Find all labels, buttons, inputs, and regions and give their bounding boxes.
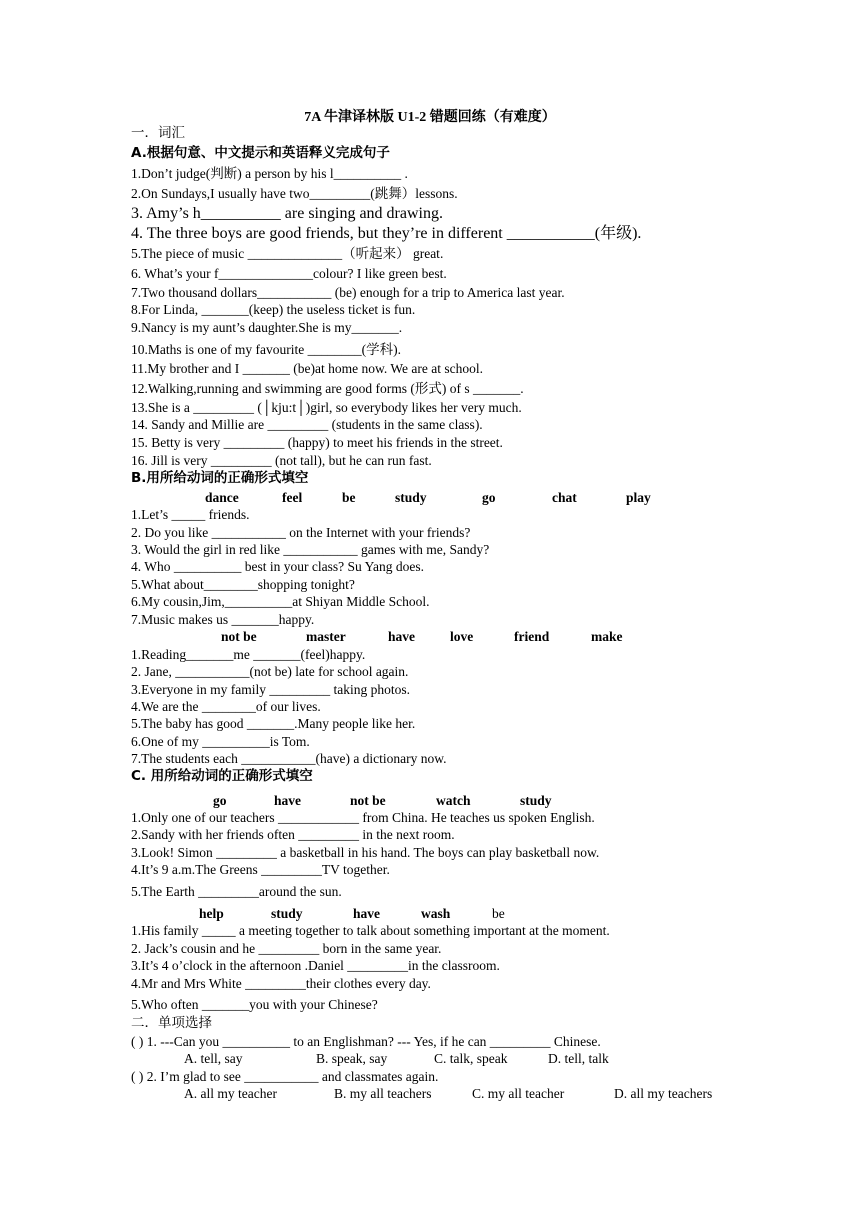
partC-item: 1.Only one of our teachers ____________ from China. He teaches us spoken English.: [131, 810, 595, 825]
partB-item: 2. Do you like ___________ on the Internet with your friends?: [131, 525, 471, 540]
partB-item: 5.What about________shopping tonight?: [131, 577, 355, 592]
word-bank-c2: [0, 906, 860, 922]
question-option: A. tell, say: [184, 1051, 243, 1066]
partA-item: 13.She is a _________ (│kju:t│)girl, so everybody likes her very much.: [131, 400, 522, 415]
partB-item: 6.One of my __________is Tom.: [131, 734, 310, 749]
partC-item: 5.Who often _______you with your Chinese?: [131, 997, 378, 1012]
question-option: B. speak, say: [316, 1051, 388, 1066]
partA-item: 10.Maths is one of my favourite ________(学科).: [131, 342, 401, 357]
word-bank-b2: [0, 629, 860, 645]
word-bank-b1: [0, 490, 860, 506]
question-option: D. tell, talk: [548, 1051, 609, 1066]
partA-item: 8.For Linda, _______(keep) the useless ticket is fun.: [131, 302, 416, 317]
partA-item: 6. What’s your f______________colour? I like green best.: [131, 266, 447, 281]
partC-heading: C. 用所给动词的正确形式填空: [131, 768, 313, 784]
question-option: D. all my teachers: [614, 1086, 713, 1101]
word-bank-word: have: [388, 629, 415, 644]
word-bank-word: have: [353, 906, 380, 921]
word-bank-word: go: [213, 793, 227, 808]
section2-heading: 二．单项选择: [131, 1015, 212, 1031]
question-stem: ( ) 2. I’m glad to see ___________ and classmates again.: [131, 1069, 439, 1084]
word-bank-word: watch: [436, 793, 471, 808]
word-bank-word: study: [520, 793, 552, 808]
partB-item: 1.Let’s _____ friends.: [131, 507, 250, 522]
partA-item: 5.The piece of music ______________（听起来） great.: [131, 246, 444, 261]
partA-item: 16. Jill is very _________ (not tall), but he can run fast.: [131, 453, 432, 468]
partB-item: 6.My cousin,Jim,__________at Shiyan Middle School.: [131, 594, 430, 609]
word-bank-word: chat: [552, 490, 577, 505]
partA-item: 11.My brother and I _______ (be)at home now. We are at school.: [131, 361, 483, 376]
word-bank-word: make: [591, 629, 623, 644]
partA-item: 3. Amy’s h__________ are singing and drawing.: [131, 205, 443, 222]
section1-heading: 一．词汇: [131, 125, 185, 141]
partC-item: 5.The Earth _________around the sun.: [131, 884, 342, 899]
word-bank-word: play: [626, 490, 651, 505]
partB-item: 3. Would the girl in red like ___________ games with me, Sandy?: [131, 542, 490, 557]
partA-item: 12.Walking,running and swimming are good forms (形式) of s _______.: [131, 381, 524, 396]
partC-item: 2.Sandy with her friends often _________ in the next room.: [131, 827, 455, 842]
word-bank-word: not be: [221, 629, 257, 644]
partB-item: 7.The students each ___________(have) a dictionary now.: [131, 751, 447, 766]
partB-item: 7.Music makes us _______happy.: [131, 612, 315, 627]
word-bank-word: have: [274, 793, 301, 808]
question-option: A. all my teacher: [184, 1086, 277, 1101]
partB-heading: B.用所给动词的正确形式填空: [131, 470, 309, 486]
partC-item: 2. Jack’s cousin and he _________ born in the same year.: [131, 941, 442, 956]
partB-item: 4.We are the ________of our lives.: [131, 699, 321, 714]
word-bank-word: wash: [421, 906, 451, 921]
partA-item: 9.Nancy is my aunt’s daughter.She is my_______.: [131, 320, 403, 335]
partA-item: 4. The three boys are good friends, but they’re in different ___________(年级).: [131, 225, 642, 242]
question-stem: ( ) 1. ---Can you __________ to an Englishman? --- Yes, if he can _________ Chinese.: [131, 1034, 601, 1049]
word-bank-word: be: [342, 490, 356, 505]
partA-item: 7.Two thousand dollars___________ (be) enough for a trip to America last year.: [131, 285, 565, 300]
partB-item: 4. Who __________ best in your class? Su Yang does.: [131, 559, 424, 574]
word-bank-word: not be: [350, 793, 386, 808]
word-bank-word: help: [199, 906, 224, 921]
partA-item: 15. Betty is very _________ (happy) to meet his friends in the street.: [131, 435, 503, 450]
question-option: C. talk, speak: [434, 1051, 508, 1066]
word-bank-word: love: [450, 629, 474, 644]
partB-item: 5.The baby has good _______.Many people like her.: [131, 716, 416, 731]
partB-item: 3.Everyone in my family _________ taking photos.: [131, 682, 410, 697]
partB-item: 2. Jane, ___________(not be) late for school again.: [131, 664, 409, 679]
page-title: 7A 牛津译林版 U1-2 错题回练（有难度）: [304, 110, 556, 125]
question-option: C. my all teacher: [472, 1086, 565, 1101]
word-bank-word: go: [482, 490, 496, 505]
word-bank-word: master: [306, 629, 346, 644]
word-bank-word: study: [395, 490, 427, 505]
partC-item: 3.Look! Simon _________ a basketball in his hand. The boys can play basketball now.: [131, 845, 600, 860]
word-bank-word: feel: [282, 490, 303, 505]
word-bank-word: study: [271, 906, 303, 921]
partC-item: 1.His family _____ a meeting together to talk about something important at the moment.: [131, 923, 610, 938]
partA-item: 2.On Sundays,I usually have two_________(跳舞）lessons.: [131, 186, 458, 201]
partA-item: 14. Sandy and Millie are _________ (students in the same class).: [131, 417, 483, 432]
partA-heading: A.根据句意、中文提示和英语释义完成句子: [131, 145, 390, 161]
word-bank-word: friend: [514, 629, 550, 644]
partB-item: 1.Reading_______me _______(feel)happy.: [131, 647, 366, 662]
word-bank-word: dance: [205, 490, 239, 505]
partC-item: 4.Mr and Mrs White _________their clothes every day.: [131, 976, 431, 991]
partC-item: 4.It’s 9 a.m.The Greens _________TV together.: [131, 862, 390, 877]
word-bank-c1: [0, 793, 860, 809]
partC-item: 3.It’s 4 o’clock in the afternoon .Daniel _________in the classroom.: [131, 958, 500, 973]
question-option: B. my all teachers: [334, 1086, 432, 1101]
partA-item: 1.Don’t judge(判断) a person by his l__________ .: [131, 166, 408, 181]
word-bank-word: be: [492, 906, 505, 921]
